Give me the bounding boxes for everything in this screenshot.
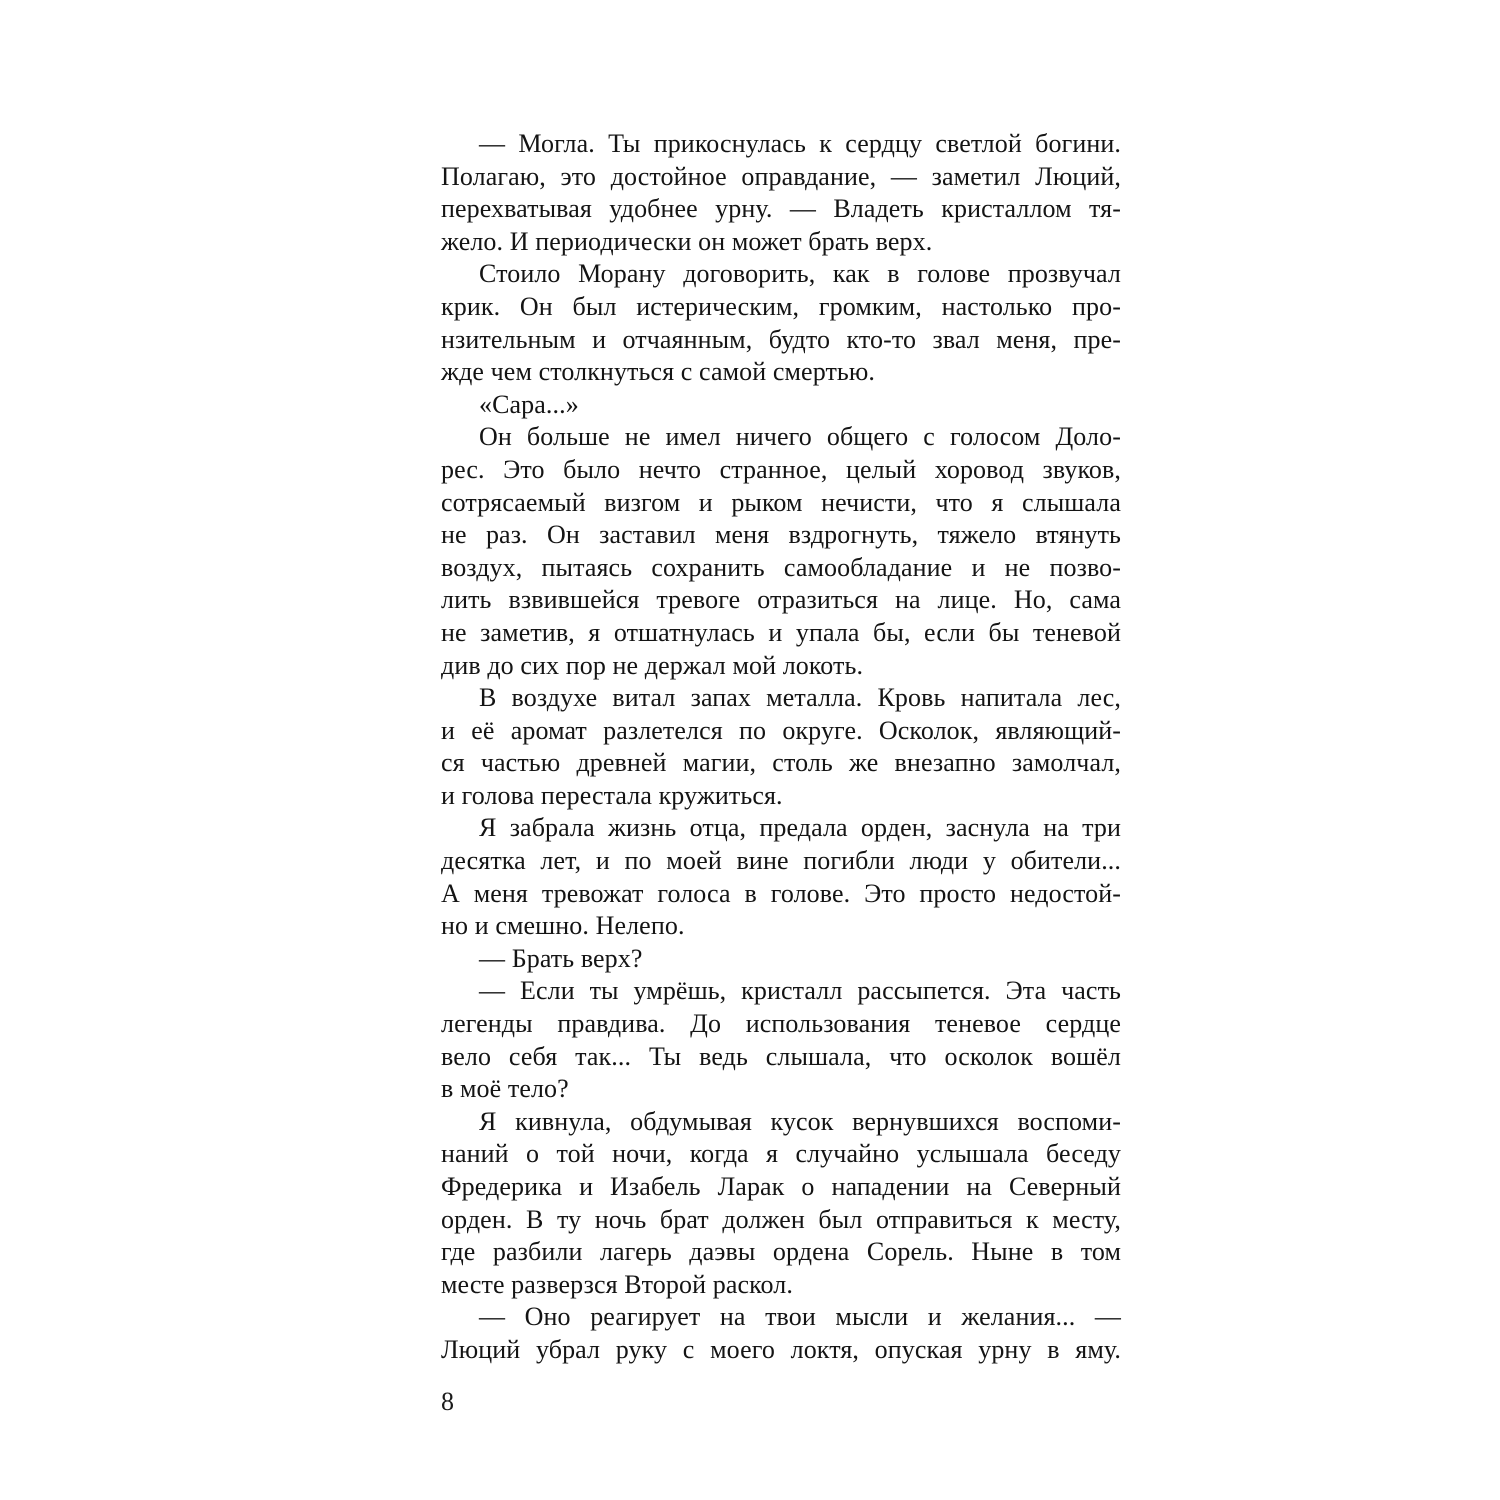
text-line: но и смешно. Нелепо. <box>441 911 685 941</box>
text-line: где разбили лагерь даэвы ордена Сорель. Ныне в том <box>441 1237 1121 1267</box>
text-line: десятка лет, и по моей вине погибли люди у обители... <box>441 846 1121 876</box>
text-line: Фредерика и Изабель Ларак о нападении на Северный <box>441 1172 1121 1201</box>
text-line: див до сих пор не держал мой локоть. <box>441 650 864 680</box>
text-line: «Сара...» <box>479 389 579 419</box>
text-line: не заметив, я отшатнулась и упала бы, если бы теневой <box>441 617 1121 647</box>
text-line: — Если ты умрёшь, кристалл рассыпется. Эта часть <box>479 976 1121 1006</box>
text-line: крик. Он был истерическим, громким, настолько про- <box>441 291 1121 321</box>
text-line: и её аромат разлетелся по округе. Осколок, являющий- <box>441 715 1121 745</box>
text-line: ся частью древней магии, столь же внезапно замолчал, <box>441 748 1121 778</box>
text-line: лить взвившейся тревоге отразиться на лице. Но, сама <box>441 585 1121 615</box>
text-line: воздух, пытаясь сохранить самообладание и не позво- <box>441 552 1121 582</box>
text-line: орден. В ту ночь брат должен был отправиться к месту, <box>441 1204 1121 1234</box>
text-line: не раз. Он заставил меня вздрогнуть, тяжело втянуть <box>441 520 1121 550</box>
text-line: легенды правдива. До использования теневое сердце <box>441 1009 1121 1039</box>
text-line: Я кивнула, обдумывая кусок вернувшихся воспоми- <box>479 1106 1121 1136</box>
text-line: Стоило Морану договорить, как в голове прозвучал <box>479 259 1121 289</box>
text-line: нзительным и отчаянным, будто кто-то звал меня, пре- <box>441 324 1121 354</box>
text-line: А меня тревожат голоса в голове. Это просто недостой- <box>441 878 1121 908</box>
text-line: В воздухе витал запах металла. Кровь напитала лес, <box>479 683 1121 713</box>
text-line: — Оно реагирует на твои мысли и желания... — <box>479 1302 1121 1332</box>
body-text <box>441 128 1121 1367</box>
text-line: сотрясаемый визгом и рыком нечисти, что я слышала <box>441 487 1121 517</box>
text-line: рес. Это было нечто странное, целый хоровод звуков, <box>441 454 1121 484</box>
text-line: наний о той ночи, когда я случайно услышала беседу <box>441 1139 1121 1169</box>
text-line: Полагаю, это достойное оправдание, — заметил Люций, <box>441 161 1121 191</box>
text-line: жело. И периодически он может брать верх. <box>441 226 933 256</box>
text-line: вело себя так... Ты ведь слышала, что осколок вошёл <box>441 1041 1121 1071</box>
text-line: в моё тело? <box>441 1074 569 1104</box>
text-line: — Брать верх? <box>479 943 643 973</box>
text-line: — Могла. Ты прикоснулась к сердцу светлой богини. <box>479 129 1121 158</box>
text-line: жде чем столкнуться с самой смертью. <box>441 357 875 387</box>
text-line: Я забрала жизнь отца, предала орден, заснула на три <box>479 813 1121 843</box>
text-line: перехватывая удобнее урну. — Владеть кристаллом тя- <box>441 194 1121 224</box>
text-line: и голова перестала кружиться. <box>441 780 783 810</box>
text-line: Люций убрал руку с моего локтя, опуская урну в яму. <box>441 1334 1121 1364</box>
text-line: Он больше не имел ничего общего с голосом Доло- <box>479 422 1121 452</box>
text-line: месте разверзся Второй раскол. <box>441 1269 793 1299</box>
page-number: 8 <box>441 1387 454 1416</box>
